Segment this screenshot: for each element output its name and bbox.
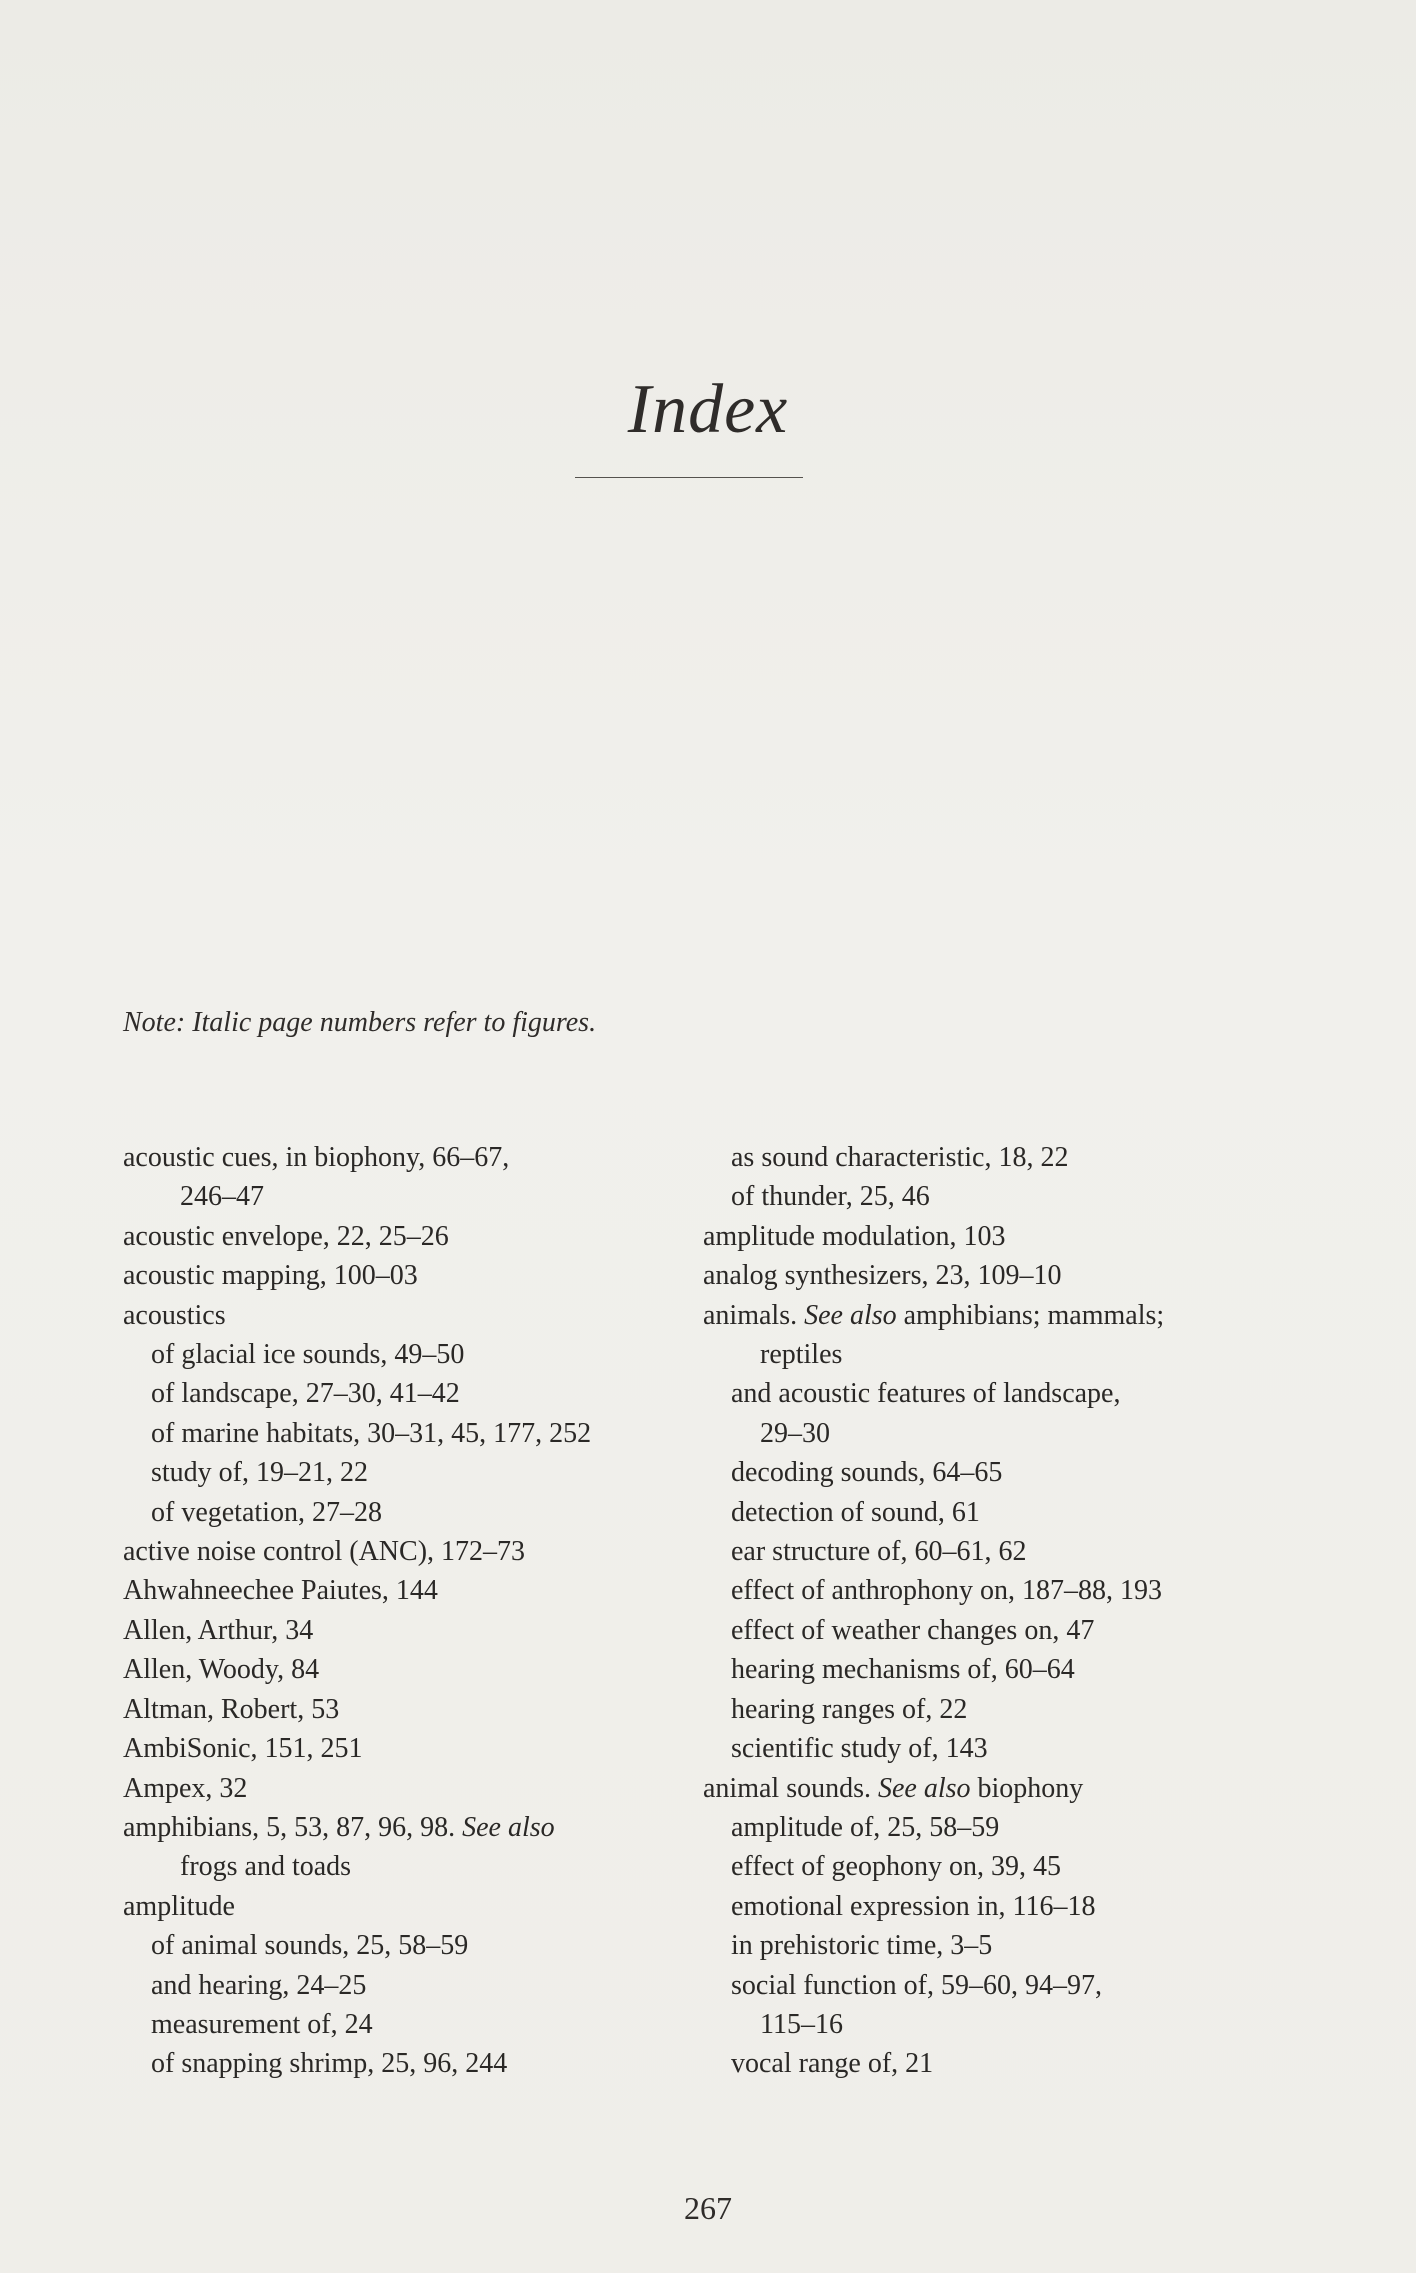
- index-entry: effect of geophony on, 39, 45: [731, 1851, 1061, 1883]
- index-entry: amplitude modulation, 103: [703, 1220, 1006, 1252]
- index-entry: of marine habitats, 30–31, 45, 177, 252: [151, 1417, 592, 1449]
- index-column-left: [123, 1138, 683, 2084]
- index-entry: amplitude: [123, 1890, 235, 1922]
- index-entry: hearing mechanisms of, 60–64: [731, 1654, 1075, 1686]
- index-entry: of vegetation, 27–28: [151, 1496, 382, 1528]
- index-entry: scientific study of, 143: [731, 1733, 988, 1765]
- index-entry: [703, 1296, 1303, 1335]
- index-entry: active noise control (ANC), 172–73: [123, 1536, 526, 1568]
- index-entry: of thunder, 25, 46: [731, 1181, 930, 1213]
- index-entry: 246–47: [180, 1181, 264, 1213]
- entry-text: amphibians; mammals;: [896, 1299, 1165, 1331]
- index-entry: detection of sound, 61: [731, 1496, 980, 1528]
- index-entry: ear structure of, 60–61, 62: [731, 1536, 1027, 1568]
- see-also-text: See also: [462, 1811, 555, 1843]
- index-entry: in prehistoric time, 3–5: [731, 1930, 993, 1962]
- index-entry: of animal sounds, 25, 58–59: [151, 1930, 469, 1962]
- index-note: Note: Italic page numbers refer to figures.: [123, 1007, 597, 1038]
- see-also-text: See also: [878, 1772, 971, 1804]
- title-divider: [575, 477, 803, 478]
- index-entry: measurement of, 24: [151, 2008, 373, 2040]
- entry-text: biophony: [970, 1772, 1084, 1804]
- page-title: Index: [627, 371, 789, 448]
- index-entry: Allen, Woody, 84: [123, 1654, 320, 1686]
- entry-text: animals.: [703, 1299, 805, 1331]
- index-entry: acoustic cues, in biophony, 66–67,: [123, 1142, 510, 1173]
- index-entry: analog synthesizers, 23, 109–10: [703, 1260, 1062, 1292]
- index-entry: of snapping shrimp, 25, 96, 244: [151, 2048, 508, 2080]
- entry-text: amphibians, 5, 53, 87, 96, 98.: [123, 1811, 463, 1843]
- index-entry: study of, 19–21, 22: [151, 1457, 368, 1489]
- index-entry: AmbiSonic, 151, 251: [123, 1733, 363, 1765]
- index-entry: of glacial ice sounds, 49–50: [151, 1339, 465, 1371]
- index-entry: effect of weather changes on, 47: [731, 1614, 1095, 1646]
- index-entry: decoding sounds, 64–65: [731, 1457, 1003, 1489]
- index-entry: acoustic envelope, 22, 25–26: [123, 1220, 449, 1252]
- index-entry: as sound characteristic, 18, 22: [731, 1142, 1069, 1173]
- index-entry: amplitude of, 25, 58–59: [731, 1811, 1000, 1843]
- index-entry: Altman, Robert, 53: [123, 1693, 340, 1725]
- index-entry: 115–16: [760, 2008, 843, 2040]
- index-entry: and acoustic features of landscape,: [731, 1378, 1121, 1410]
- index-entry: reptiles: [760, 1339, 843, 1371]
- index-column-right: [703, 1138, 1303, 2084]
- index-entry: 29–30: [760, 1417, 830, 1449]
- index-entry: [703, 1769, 1303, 1808]
- page-number: 267: [684, 2190, 732, 2226]
- index-entry: of landscape, 27–30, 41–42: [151, 1378, 460, 1410]
- index-entry: Ahwahneechee Paiutes, 144: [123, 1575, 438, 1607]
- index-entry: frogs and toads: [180, 1851, 352, 1883]
- index-entry: acoustic mapping, 100–03: [123, 1260, 418, 1292]
- index-entry: acoustics: [123, 1299, 226, 1331]
- index-entry: social function of, 59–60, 94–97,: [731, 1969, 1102, 2001]
- index-entry: emotional expression in, 116–18: [731, 1890, 1096, 1922]
- index-entry: and hearing, 24–25: [151, 1969, 367, 2001]
- index-entry: vocal range of, 21: [731, 2048, 934, 2080]
- see-also-text: See also: [804, 1299, 897, 1331]
- index-entry: hearing ranges of, 22: [731, 1693, 968, 1725]
- index-entry: effect of anthrophony on, 187–88, 193: [731, 1575, 1163, 1607]
- index-entry: Ampex, 32: [123, 1772, 248, 1804]
- index-entry: Allen, Arthur, 34: [123, 1614, 314, 1646]
- entry-text: animal sounds.: [703, 1772, 878, 1804]
- index-entry: [123, 1808, 683, 1847]
